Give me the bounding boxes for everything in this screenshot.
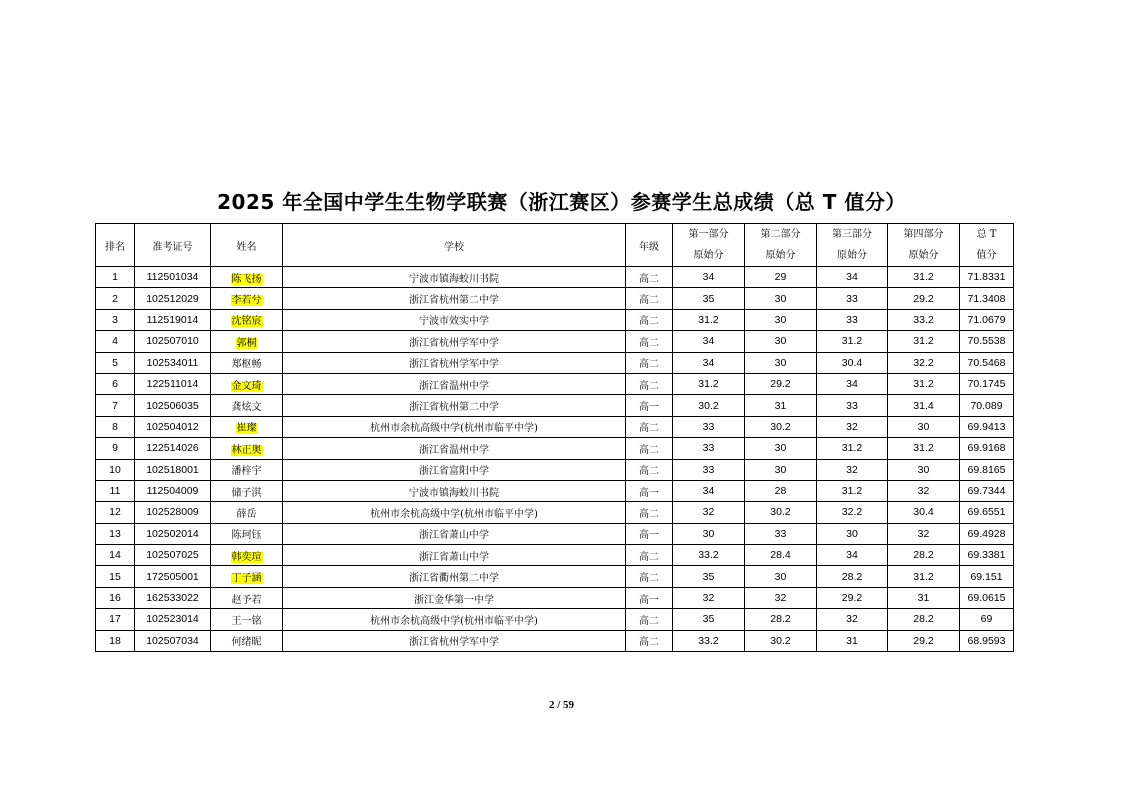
part3-score-cell: 32 xyxy=(817,459,888,480)
school-cell: 浙江省衢州第二中学 xyxy=(283,566,626,587)
name-cell: 薛岳 xyxy=(211,502,283,523)
rank-cell: 17 xyxy=(96,609,135,630)
school-cell: 浙江省杭州学军中学 xyxy=(283,630,626,651)
part2-score-cell: 32 xyxy=(745,587,817,608)
part1-score-cell: 30 xyxy=(673,523,745,544)
school-cell: 浙江省萧山中学 xyxy=(283,545,626,566)
total-t-score-cell: 70.1745 xyxy=(960,373,1014,394)
part3-score-cell: 33 xyxy=(817,288,888,309)
rank-cell: 5 xyxy=(96,352,135,373)
exam-id-cell: 102502014 xyxy=(135,523,211,544)
grade-cell: 高二 xyxy=(626,373,673,394)
table-row xyxy=(96,459,1014,480)
part4-score-cell: 31.2 xyxy=(888,438,960,459)
part1-score-cell: 33.2 xyxy=(673,545,745,566)
table-row xyxy=(96,352,1014,373)
part3-score-cell: 31 xyxy=(817,630,888,651)
part1-score-cell: 33 xyxy=(673,459,745,480)
header-part4: 第四部分 原始分 xyxy=(888,224,960,267)
exam-id-cell: 102528009 xyxy=(135,502,211,523)
rank-cell: 14 xyxy=(96,545,135,566)
name-cell xyxy=(211,566,283,587)
total-t-score-cell: 69.6551 xyxy=(960,502,1014,523)
part2-score-cell: 29.2 xyxy=(745,373,817,394)
part1-score-cell: 35 xyxy=(673,566,745,587)
part2-score-cell: 30 xyxy=(745,331,817,352)
part1-score-cell: 32 xyxy=(673,587,745,608)
total-t-score-cell: 69.3381 xyxy=(960,545,1014,566)
part4-score-cell: 31.4 xyxy=(888,395,960,416)
table-row xyxy=(96,587,1014,608)
grade-cell: 高一 xyxy=(626,523,673,544)
header-part2: 第二部分 原始分 xyxy=(745,224,817,267)
exam-id-cell: 112504009 xyxy=(135,480,211,501)
part4-score-cell: 28.2 xyxy=(888,545,960,566)
part4-score-cell: 31.2 xyxy=(888,331,960,352)
school-cell: 宁波市镇海蛟川书院 xyxy=(283,267,626,288)
part1-score-cell: 35 xyxy=(673,609,745,630)
school-cell: 杭州市余杭高级中学(杭州市临平中学) xyxy=(283,416,626,437)
table-row xyxy=(96,416,1014,437)
part3-score-cell: 30 xyxy=(817,523,888,544)
part2-score-cell: 30.2 xyxy=(745,502,817,523)
exam-id-cell: 102523014 xyxy=(135,609,211,630)
part1-score-cell: 34 xyxy=(673,331,745,352)
table-row xyxy=(96,288,1014,309)
name-cell xyxy=(211,416,283,437)
grade-cell: 高二 xyxy=(626,331,673,352)
highlighted-name: 崔璨 xyxy=(236,423,257,435)
page-number: 2 / 59 xyxy=(548,699,575,711)
part1-score-cell: 33.2 xyxy=(673,630,745,651)
document-title: 2025 年全国中学生生物学联赛（浙江赛区）参赛学生总成绩（总 T 值分） xyxy=(217,190,906,214)
highlighted-name: 郭桐 xyxy=(236,337,257,349)
part2-score-cell: 28 xyxy=(745,480,817,501)
rank-cell: 16 xyxy=(96,587,135,608)
header-school: 学校 xyxy=(283,224,626,267)
total-t-score-cell: 71.8331 xyxy=(960,267,1014,288)
table-row xyxy=(96,566,1014,587)
total-t-score-cell: 71.0679 xyxy=(960,309,1014,330)
grade-cell: 高二 xyxy=(626,502,673,523)
total-t-score-cell: 69.151 xyxy=(960,566,1014,587)
part2-score-cell: 30 xyxy=(745,309,817,330)
part4-score-cell: 31.2 xyxy=(888,566,960,587)
table-row xyxy=(96,480,1014,501)
part4-score-cell: 31.2 xyxy=(888,267,960,288)
rank-cell: 15 xyxy=(96,566,135,587)
school-cell: 浙江省杭州学军中学 xyxy=(283,352,626,373)
header-rank: 排名 xyxy=(96,224,135,267)
header-total-t: 总 T 值分 xyxy=(960,224,1014,267)
table-header-row xyxy=(96,224,1014,267)
school-cell: 浙江省萧山中学 xyxy=(283,523,626,544)
part3-score-cell: 31.2 xyxy=(817,331,888,352)
name-cell xyxy=(211,373,283,394)
total-t-score-cell: 70.5538 xyxy=(960,331,1014,352)
school-cell: 宁波市镇海蛟川书院 xyxy=(283,480,626,501)
part4-score-cell: 32.2 xyxy=(888,352,960,373)
exam-id-cell: 102534011 xyxy=(135,352,211,373)
part3-score-cell: 34 xyxy=(817,545,888,566)
table-row xyxy=(96,545,1014,566)
part3-score-cell: 30.4 xyxy=(817,352,888,373)
part1-score-cell: 35 xyxy=(673,288,745,309)
grade-cell: 高二 xyxy=(626,545,673,566)
highlighted-name: 沈铭宸 xyxy=(231,316,262,328)
part3-score-cell: 29.2 xyxy=(817,587,888,608)
part2-score-cell: 30 xyxy=(745,566,817,587)
name-cell xyxy=(211,438,283,459)
part3-score-cell: 31.2 xyxy=(817,438,888,459)
part2-score-cell: 28.4 xyxy=(745,545,817,566)
grade-cell: 高一 xyxy=(626,587,673,608)
grade-cell: 高二 xyxy=(626,609,673,630)
part4-score-cell: 33.2 xyxy=(888,309,960,330)
part1-score-cell: 33 xyxy=(673,438,745,459)
part3-score-cell: 33 xyxy=(817,395,888,416)
grade-cell: 高一 xyxy=(626,395,673,416)
name-cell: 赵予若 xyxy=(211,587,283,608)
highlighted-name: 陈飞扬 xyxy=(231,273,262,285)
part1-score-cell: 34 xyxy=(673,267,745,288)
school-cell: 杭州市余杭高级中学(杭州市临平中学) xyxy=(283,609,626,630)
highlighted-name: 李若兮 xyxy=(231,295,262,307)
table-row xyxy=(96,438,1014,459)
highlighted-name: 韩奕瑄 xyxy=(231,551,262,563)
part2-score-cell: 30.2 xyxy=(745,630,817,651)
header-grade: 年级 xyxy=(626,224,673,267)
rank-cell: 6 xyxy=(96,373,135,394)
part2-score-cell: 30 xyxy=(745,438,817,459)
table-row xyxy=(96,373,1014,394)
name-cell xyxy=(211,288,283,309)
table-row xyxy=(96,630,1014,651)
rank-cell: 10 xyxy=(96,459,135,480)
name-cell: 龚炫文 xyxy=(211,395,283,416)
part4-score-cell: 32 xyxy=(888,523,960,544)
name-cell: 储子淇 xyxy=(211,480,283,501)
exam-id-cell: 122511014 xyxy=(135,373,211,394)
school-cell: 浙江省杭州学军中学 xyxy=(283,331,626,352)
highlighted-name: 金文琦 xyxy=(231,380,262,392)
part4-score-cell: 30.4 xyxy=(888,502,960,523)
part2-score-cell: 28.2 xyxy=(745,609,817,630)
part2-score-cell: 30.2 xyxy=(745,416,817,437)
table-row xyxy=(96,267,1014,288)
part1-score-cell: 34 xyxy=(673,352,745,373)
part3-score-cell: 31.2 xyxy=(817,480,888,501)
grade-cell: 高二 xyxy=(626,438,673,459)
part4-score-cell: 30 xyxy=(888,416,960,437)
part2-score-cell: 29 xyxy=(745,267,817,288)
rank-cell: 7 xyxy=(96,395,135,416)
exam-id-cell: 162533022 xyxy=(135,587,211,608)
name-cell xyxy=(211,309,283,330)
highlighted-name: 林正奥 xyxy=(231,444,262,456)
part1-score-cell: 30.2 xyxy=(673,395,745,416)
total-t-score-cell: 69.9168 xyxy=(960,438,1014,459)
part3-score-cell: 32.2 xyxy=(817,502,888,523)
rank-cell: 9 xyxy=(96,438,135,459)
exam-id-cell: 102518001 xyxy=(135,459,211,480)
part4-score-cell: 32 xyxy=(888,480,960,501)
part3-score-cell: 28.2 xyxy=(817,566,888,587)
part2-score-cell: 33 xyxy=(745,523,817,544)
part1-score-cell: 34 xyxy=(673,480,745,501)
grade-cell: 高一 xyxy=(626,480,673,501)
total-t-score-cell: 69.7344 xyxy=(960,480,1014,501)
grade-cell: 高二 xyxy=(626,352,673,373)
part3-score-cell: 34 xyxy=(817,267,888,288)
school-cell: 浙江省温州中学 xyxy=(283,438,626,459)
rank-cell: 1 xyxy=(96,267,135,288)
part4-score-cell: 31.2 xyxy=(888,373,960,394)
part2-score-cell: 31 xyxy=(745,395,817,416)
total-t-score-cell: 68.9593 xyxy=(960,630,1014,651)
rank-cell: 4 xyxy=(96,331,135,352)
name-cell: 陈珂钰 xyxy=(211,523,283,544)
school-cell: 浙江省富阳中学 xyxy=(283,459,626,480)
part2-score-cell: 30 xyxy=(745,352,817,373)
name-cell: 潘梓宇 xyxy=(211,459,283,480)
school-cell: 浙江省杭州第二中学 xyxy=(283,288,626,309)
name-cell: 郑枢畅 xyxy=(211,352,283,373)
exam-id-cell: 102506035 xyxy=(135,395,211,416)
exam-id-cell: 102512029 xyxy=(135,288,211,309)
exam-id-cell: 122514026 xyxy=(135,438,211,459)
part3-score-cell: 32 xyxy=(817,416,888,437)
part4-score-cell: 29.2 xyxy=(888,630,960,651)
total-t-score-cell: 69.8165 xyxy=(960,459,1014,480)
part3-score-cell: 32 xyxy=(817,609,888,630)
part4-score-cell: 28.2 xyxy=(888,609,960,630)
name-cell xyxy=(211,331,283,352)
rank-cell: 11 xyxy=(96,480,135,501)
exam-id-cell: 112519014 xyxy=(135,309,211,330)
total-t-score-cell: 71.3408 xyxy=(960,288,1014,309)
header-exam-id: 准考证号 xyxy=(135,224,211,267)
total-t-score-cell: 69.4928 xyxy=(960,523,1014,544)
scores-table xyxy=(95,223,1014,652)
header-part1: 第一部分 原始分 xyxy=(673,224,745,267)
rank-cell: 3 xyxy=(96,309,135,330)
table-row xyxy=(96,309,1014,330)
grade-cell: 高二 xyxy=(626,288,673,309)
grade-cell: 高二 xyxy=(626,416,673,437)
school-cell: 宁波市效实中学 xyxy=(283,309,626,330)
exam-id-cell: 102507010 xyxy=(135,331,211,352)
part3-score-cell: 33 xyxy=(817,309,888,330)
school-cell: 浙江省温州中学 xyxy=(283,373,626,394)
table-row xyxy=(96,502,1014,523)
highlighted-name: 丁子涵 xyxy=(231,573,262,585)
part1-score-cell: 33 xyxy=(673,416,745,437)
part3-score-cell: 34 xyxy=(817,373,888,394)
exam-id-cell: 102507034 xyxy=(135,630,211,651)
exam-id-cell: 102507025 xyxy=(135,545,211,566)
part2-score-cell: 30 xyxy=(745,288,817,309)
rank-cell: 18 xyxy=(96,630,135,651)
total-t-score-cell: 70.089 xyxy=(960,395,1014,416)
part2-score-cell: 30 xyxy=(745,459,817,480)
exam-id-cell: 172505001 xyxy=(135,566,211,587)
total-t-score-cell: 69.9413 xyxy=(960,416,1014,437)
part4-score-cell: 31 xyxy=(888,587,960,608)
school-cell: 浙江省杭州第二中学 xyxy=(283,395,626,416)
grade-cell: 高二 xyxy=(626,566,673,587)
name-cell: 何绪昵 xyxy=(211,630,283,651)
part1-score-cell: 31.2 xyxy=(673,373,745,394)
name-cell xyxy=(211,545,283,566)
rank-cell: 12 xyxy=(96,502,135,523)
grade-cell: 高二 xyxy=(626,309,673,330)
name-cell xyxy=(211,267,283,288)
rank-cell: 13 xyxy=(96,523,135,544)
table-body xyxy=(96,267,1014,652)
part4-score-cell: 30 xyxy=(888,459,960,480)
header-name: 姓名 xyxy=(211,224,283,267)
total-t-score-cell: 69 xyxy=(960,609,1014,630)
part4-score-cell: 29.2 xyxy=(888,288,960,309)
table-row xyxy=(96,395,1014,416)
header-part3: 第三部分 原始分 xyxy=(817,224,888,267)
part1-score-cell: 31.2 xyxy=(673,309,745,330)
school-cell: 杭州市余杭高级中学(杭州市临平中学) xyxy=(283,502,626,523)
name-cell: 王一铭 xyxy=(211,609,283,630)
table-row xyxy=(96,609,1014,630)
table-row xyxy=(96,523,1014,544)
exam-id-cell: 112501034 xyxy=(135,267,211,288)
exam-id-cell: 102504012 xyxy=(135,416,211,437)
rank-cell: 2 xyxy=(96,288,135,309)
total-t-score-cell: 69.0615 xyxy=(960,587,1014,608)
school-cell: 浙江金华第一中学 xyxy=(283,587,626,608)
rank-cell: 8 xyxy=(96,416,135,437)
grade-cell: 高二 xyxy=(626,630,673,651)
grade-cell: 高二 xyxy=(626,267,673,288)
table-row xyxy=(96,331,1014,352)
total-t-score-cell: 70.5468 xyxy=(960,352,1014,373)
part1-score-cell: 32 xyxy=(673,502,745,523)
grade-cell: 高二 xyxy=(626,459,673,480)
